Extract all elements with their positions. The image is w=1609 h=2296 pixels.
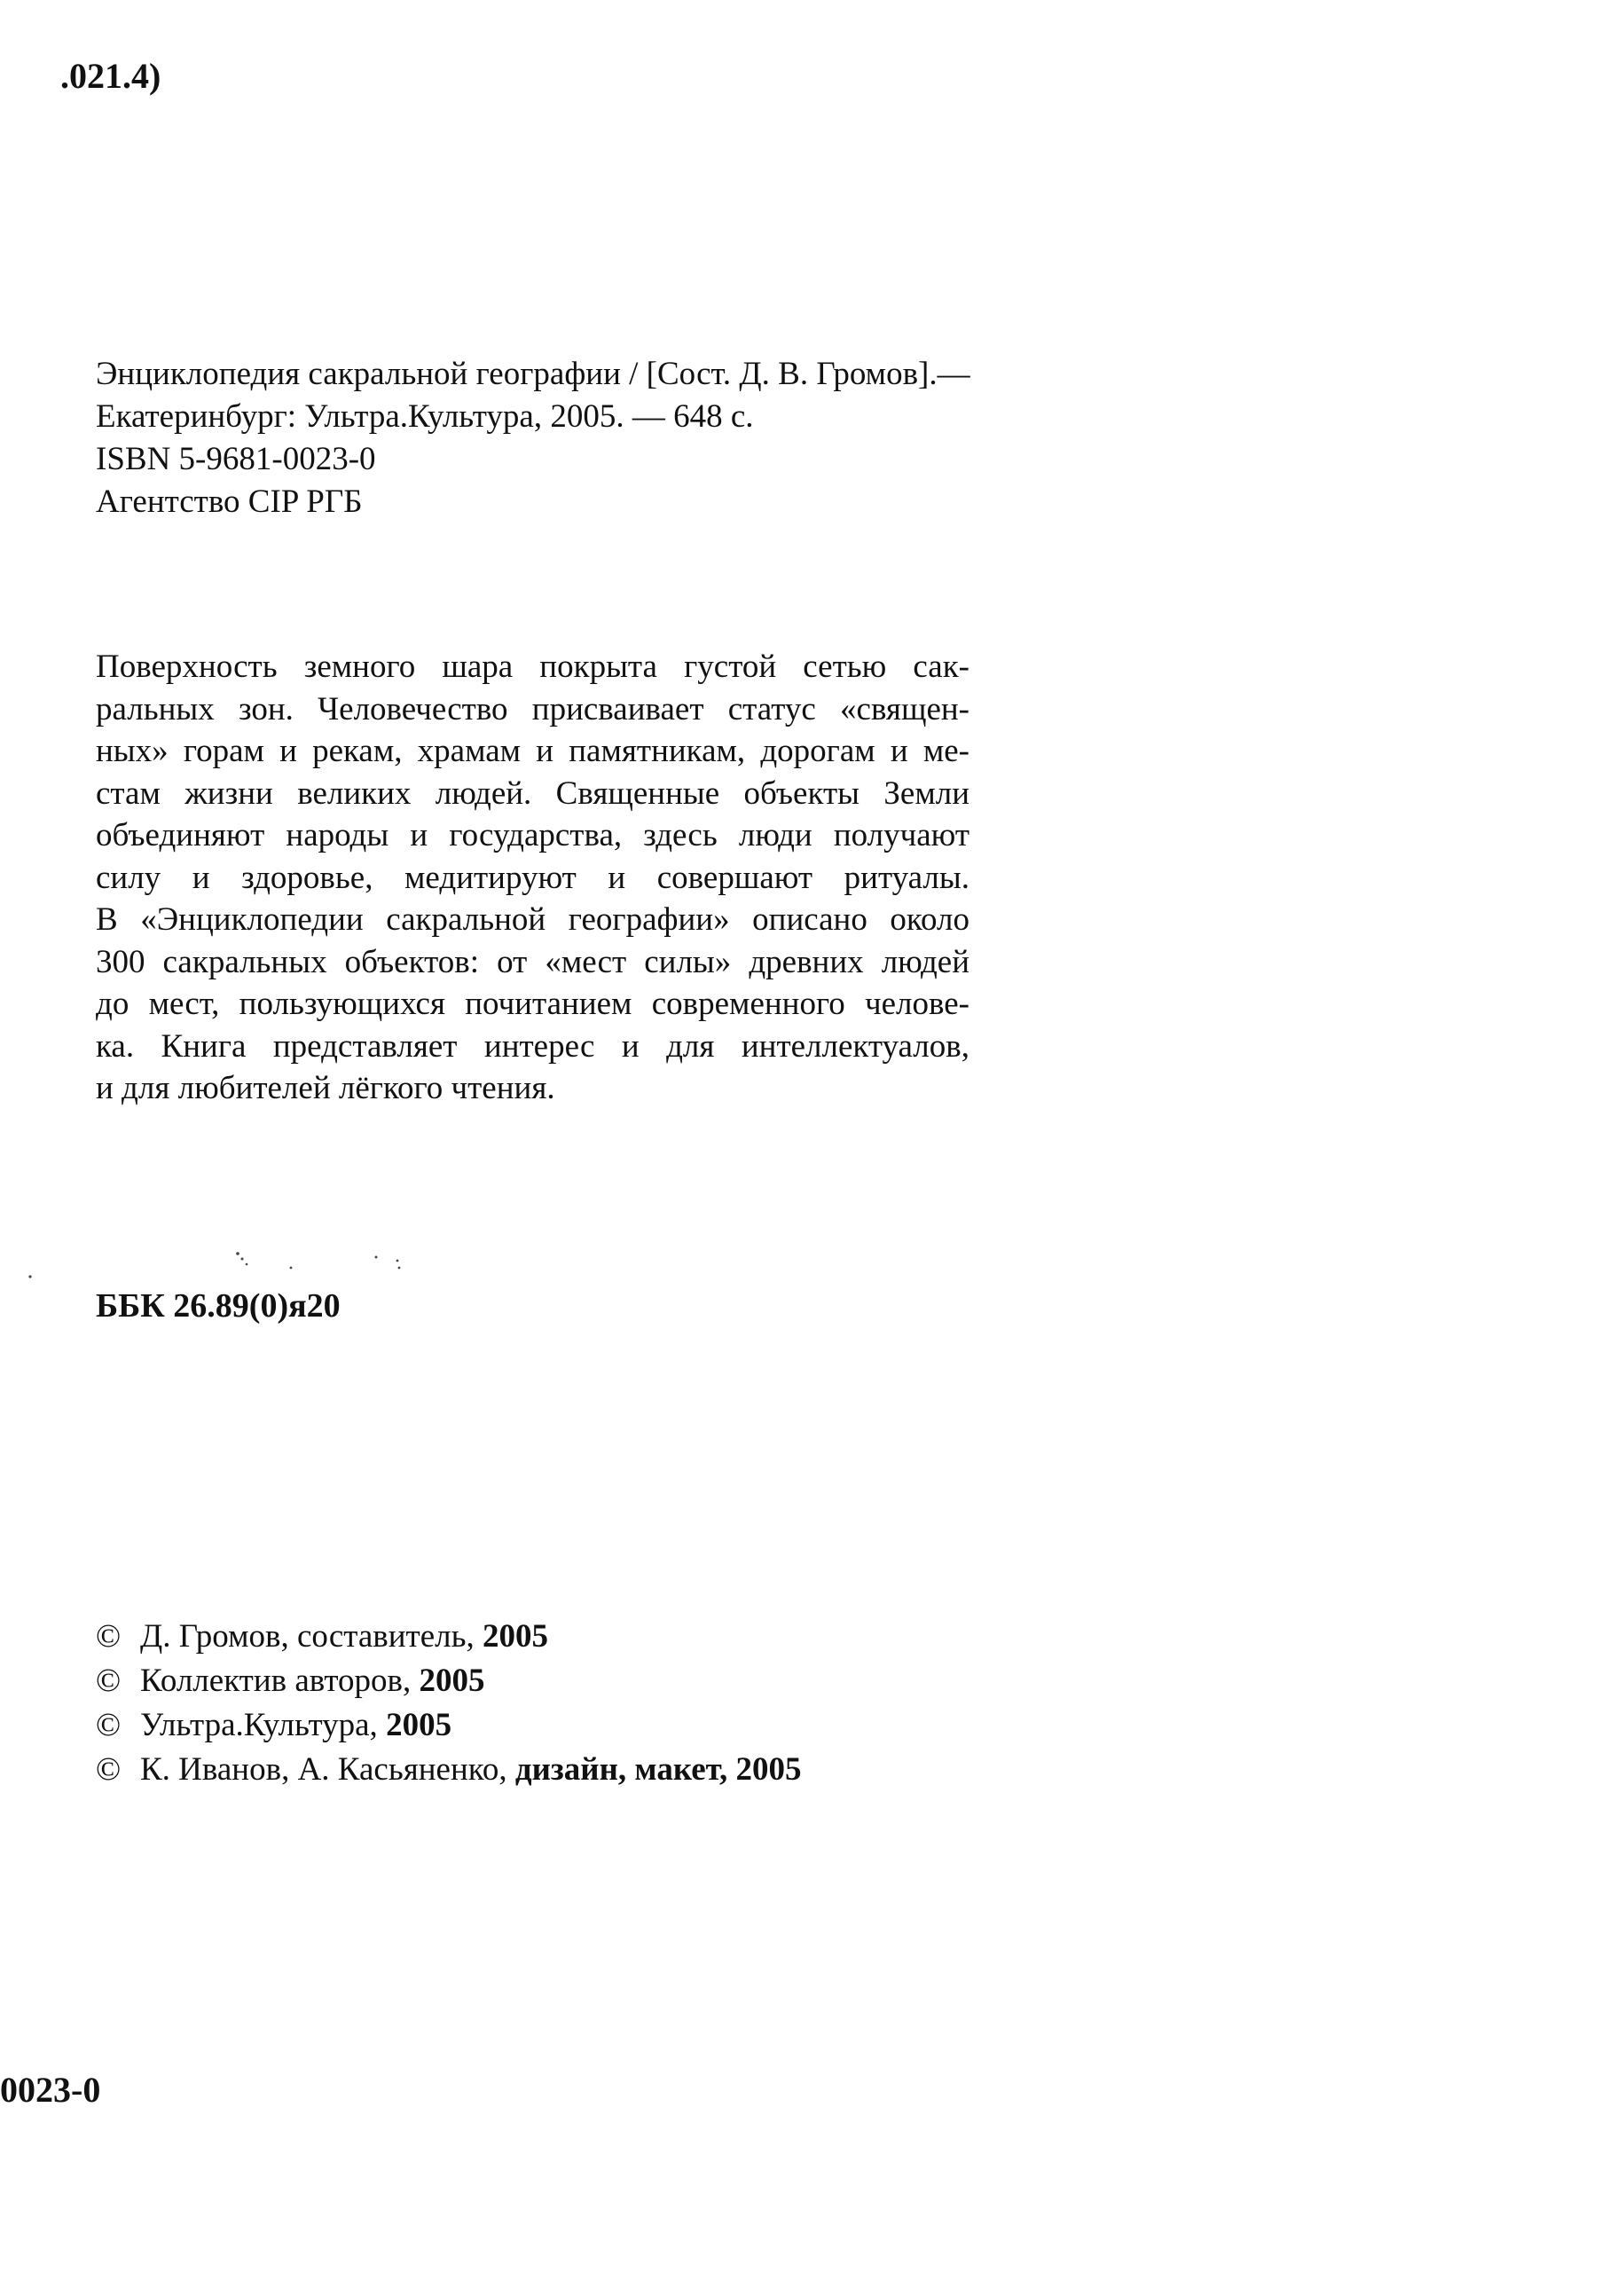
copyright-icon: © xyxy=(96,1618,122,1655)
bib-isbn-line: ISBN 5-9681-0023-0 xyxy=(96,441,376,477)
annotation-line: Поверхность земного шара покрыта густой сетью сак- xyxy=(96,649,969,685)
copyright-line xyxy=(96,1615,802,1659)
bib-publisher-line: Екатеринбург: Ультра.Культура, 2005. — 648 с. xyxy=(96,398,754,435)
bbk-classification: ББК 26.89(0)я20 xyxy=(96,1287,341,1325)
annotation-line: стам жизни великих людей. Священные объекты Земли xyxy=(96,775,969,812)
copyright-year: 2005 xyxy=(483,1618,548,1655)
annotation-line: 300 сакральных объектов: от «мест силы» древних людей xyxy=(96,943,969,980)
copyright-block xyxy=(96,1615,802,1792)
top-corner-fragment: .021.4) xyxy=(60,56,161,96)
copyright-line xyxy=(96,1659,802,1703)
annotation-line: ральных зон. Человечество присваивает статус «священ- xyxy=(96,690,969,727)
copyright-year: 2005 xyxy=(419,1663,485,1699)
bib-agency-line: Агентство CIP РГБ xyxy=(96,484,363,520)
annotation-line: силу и здоровье, медитируют и совершают ритуалы. xyxy=(96,859,969,896)
bottom-corner-fragment: 0023-0 xyxy=(0,2070,101,2110)
copyright-icon: © xyxy=(96,1751,122,1788)
annotation-line: объединяют народы и государства, здесь люди получают xyxy=(96,817,969,853)
bibliographic-record xyxy=(96,353,970,523)
annotation-line: ных» горам и рекам, храмам и памятникам, дорогам и ме- xyxy=(96,733,969,769)
bib-title-line: Энциклопедия сакральной географии / [Сост. Д. В. Громов].— xyxy=(96,356,970,392)
copyright-line xyxy=(96,1703,802,1748)
annotation-line: и для любителей лёгкого чтения. xyxy=(96,1070,555,1106)
copyright-icon: © xyxy=(96,1663,122,1699)
copyright-line xyxy=(96,1748,802,1792)
annotation-line: до мест, пользующихся почитанием современного челове- xyxy=(96,986,969,1022)
copyright-holder: Коллектив авторов, xyxy=(140,1663,420,1699)
annotation-line: В «Энциклопедии сакральной географии» описано около xyxy=(96,901,969,938)
copyright-design-year: дизайн, макет, 2005 xyxy=(514,1751,802,1788)
copyright-holder: К. Иванов, А. Касьяненко, xyxy=(140,1751,515,1788)
copyright-year: 2005 xyxy=(386,1707,452,1743)
annotation-line: ка. Книга представляет интерес и для интеллектуалов, xyxy=(96,1027,969,1065)
copyright-holder: Д. Громов, составитель, xyxy=(140,1618,483,1655)
copyright-holder: Ультра.Культура, xyxy=(140,1707,387,1743)
annotation-paragraph xyxy=(96,646,969,1110)
copyright-icon: © xyxy=(96,1707,122,1743)
